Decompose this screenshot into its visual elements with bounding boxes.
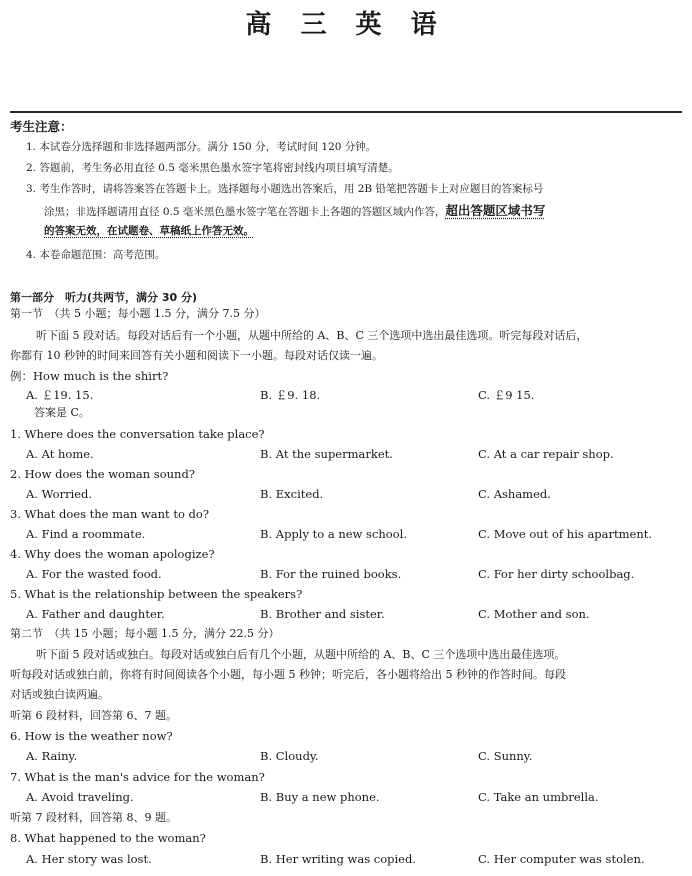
question-4-option-a: A. For the wasted food.: [26, 567, 162, 581]
part1-heading: 第一部分 听力(共两节，满分 30 分): [10, 291, 198, 304]
question-3-option-a: A. Find a roommate.: [26, 527, 146, 541]
question-3: 3. What does the man want to do?: [10, 507, 209, 521]
question-1: 1. Where does the conversation take place?: [10, 427, 265, 441]
question-7-option-a: A. Avoid traveling.: [26, 790, 134, 804]
question-6-option-a: A. Rainy.: [26, 749, 78, 763]
notice-item-3-cont-text: 涂黑；非选择题请用直径 0.5 毫米黑色墨水签字笔在答题卡上各题的答题区域内作答，: [44, 206, 446, 218]
example-option-a: A. ￡19. 15.: [26, 388, 94, 402]
example-question: 例：How much is the shirt?: [10, 369, 169, 383]
question-2-option-c: C. Ashamed.: [478, 487, 551, 501]
notice-item-2: 2. 答题前，考生务必用直径 0.5 毫米黑色墨水签字笔将密封线内项目填写清楚。: [26, 162, 399, 174]
question-4-option-c: C. For her dirty schoolbag.: [478, 567, 635, 581]
material-7-label: 听第 7 段材料，回答第 8、9 题。: [10, 811, 177, 824]
question-8: 8. What happened to the woman?: [10, 831, 206, 845]
section2-instruction-3: 对话或独白读两遍。: [10, 688, 109, 701]
notice-item-3-cont: [44, 204, 545, 219]
question-6-option-b: B. Cloudy.: [260, 749, 319, 763]
question-6-option-c: C. Sunny.: [478, 749, 533, 763]
question-5-option-c: C. Mother and son.: [478, 607, 590, 621]
material-6-label: 听第 6 段材料，回答第 6、7 题。: [10, 709, 177, 722]
section1-instruction-2: 你都有 10 秒钟的时间来回答有关小题和阅读下一小题。每段对话仅读一遍。: [10, 349, 383, 362]
section1-heading: 第一节 （共 5 小题；每小题 1.5 分，满分 7.5 分）: [10, 307, 266, 320]
section1-instruction-1: 听下面 5 段对话。每段对话后有一个小题，从题中所给的 A、B、C 三个选项中选出最佳选项。听完每段对话后，: [36, 329, 588, 342]
question-7-option-b: B. Buy a new phone.: [260, 790, 380, 804]
question-5-option-a: A. Father and daughter.: [26, 607, 165, 621]
section2-instruction-2: 听每段对话或独白前，你将有时间阅读各个小题，每小题 5 秒钟；听完后，各小题将给出 5 秒钟的作答时间。每段: [10, 668, 566, 681]
question-1-option-c: C. At a car repair shop.: [478, 447, 614, 461]
section2-heading: 第二节 （共 15 小题；每小题 1.5 分，满分 22.5 分）: [10, 627, 280, 640]
question-4-option-b: B. For the ruined books.: [260, 567, 402, 581]
question-8-option-a: A. Her story was lost.: [26, 852, 152, 866]
question-5-option-b: B. Brother and sister.: [260, 607, 385, 621]
question-4: 4. Why does the woman apologize?: [10, 547, 215, 561]
notice-item-1: 1. 本试卷分选择题和非选择题两部分。满分 150 分，考试时间 120 分钟。: [26, 141, 377, 153]
question-2-option-b: B. Excited.: [260, 487, 324, 501]
example-answer: 答案是 C。: [34, 406, 90, 419]
notice-emphasis-2: 的答案无效，在试题卷、草稿纸上作答无效。: [44, 225, 254, 237]
notice-heading: 考生注意：: [10, 119, 73, 134]
question-2-option-a: A. Worried.: [26, 487, 93, 501]
notice-item-4: 4. 本卷命题范围：高考范围。: [26, 249, 166, 261]
section2-instruction-1: 听下面 5 段对话或独白。每段对话或独白后有几个小题，从题中所给的 A、B、C 三个选项中选出最佳选项。: [36, 648, 566, 661]
page-title: 高 三 英 语: [245, 10, 447, 40]
question-7: 7. What is the man's advice for the woman?: [10, 770, 265, 784]
question-5: 5. What is the relationship between the speakers?: [10, 587, 303, 601]
notice-item-3: 3. 考生作答时，请将答案答在答题卡上。选择题每小题选出答案后，用 2B 铅笔把答题卡上对应题目的答案标号: [26, 183, 544, 195]
notice-emphasis-1: 超出答题区域书写: [445, 203, 546, 218]
question-3-option-c: C. Move out of his apartment.: [478, 527, 653, 541]
example-option-b: B. ￡9. 18.: [260, 388, 321, 402]
question-7-option-c: C. Take an umbrella.: [478, 790, 599, 804]
question-8-option-c: C. Her computer was stolen.: [478, 852, 645, 866]
question-2: 2. How does the woman sound?: [10, 467, 195, 481]
example-option-c: C. ￡9 15.: [478, 388, 535, 402]
question-8-option-b: B. Her writing was copied.: [260, 852, 416, 866]
question-6: 6. How is the weather now?: [10, 729, 173, 743]
question-1-option-a: A. At home.: [26, 447, 94, 461]
header-divider: [10, 111, 682, 113]
question-1-option-b: B. At the supermarket.: [260, 447, 393, 461]
question-3-option-b: B. Apply to a new school.: [260, 527, 407, 541]
